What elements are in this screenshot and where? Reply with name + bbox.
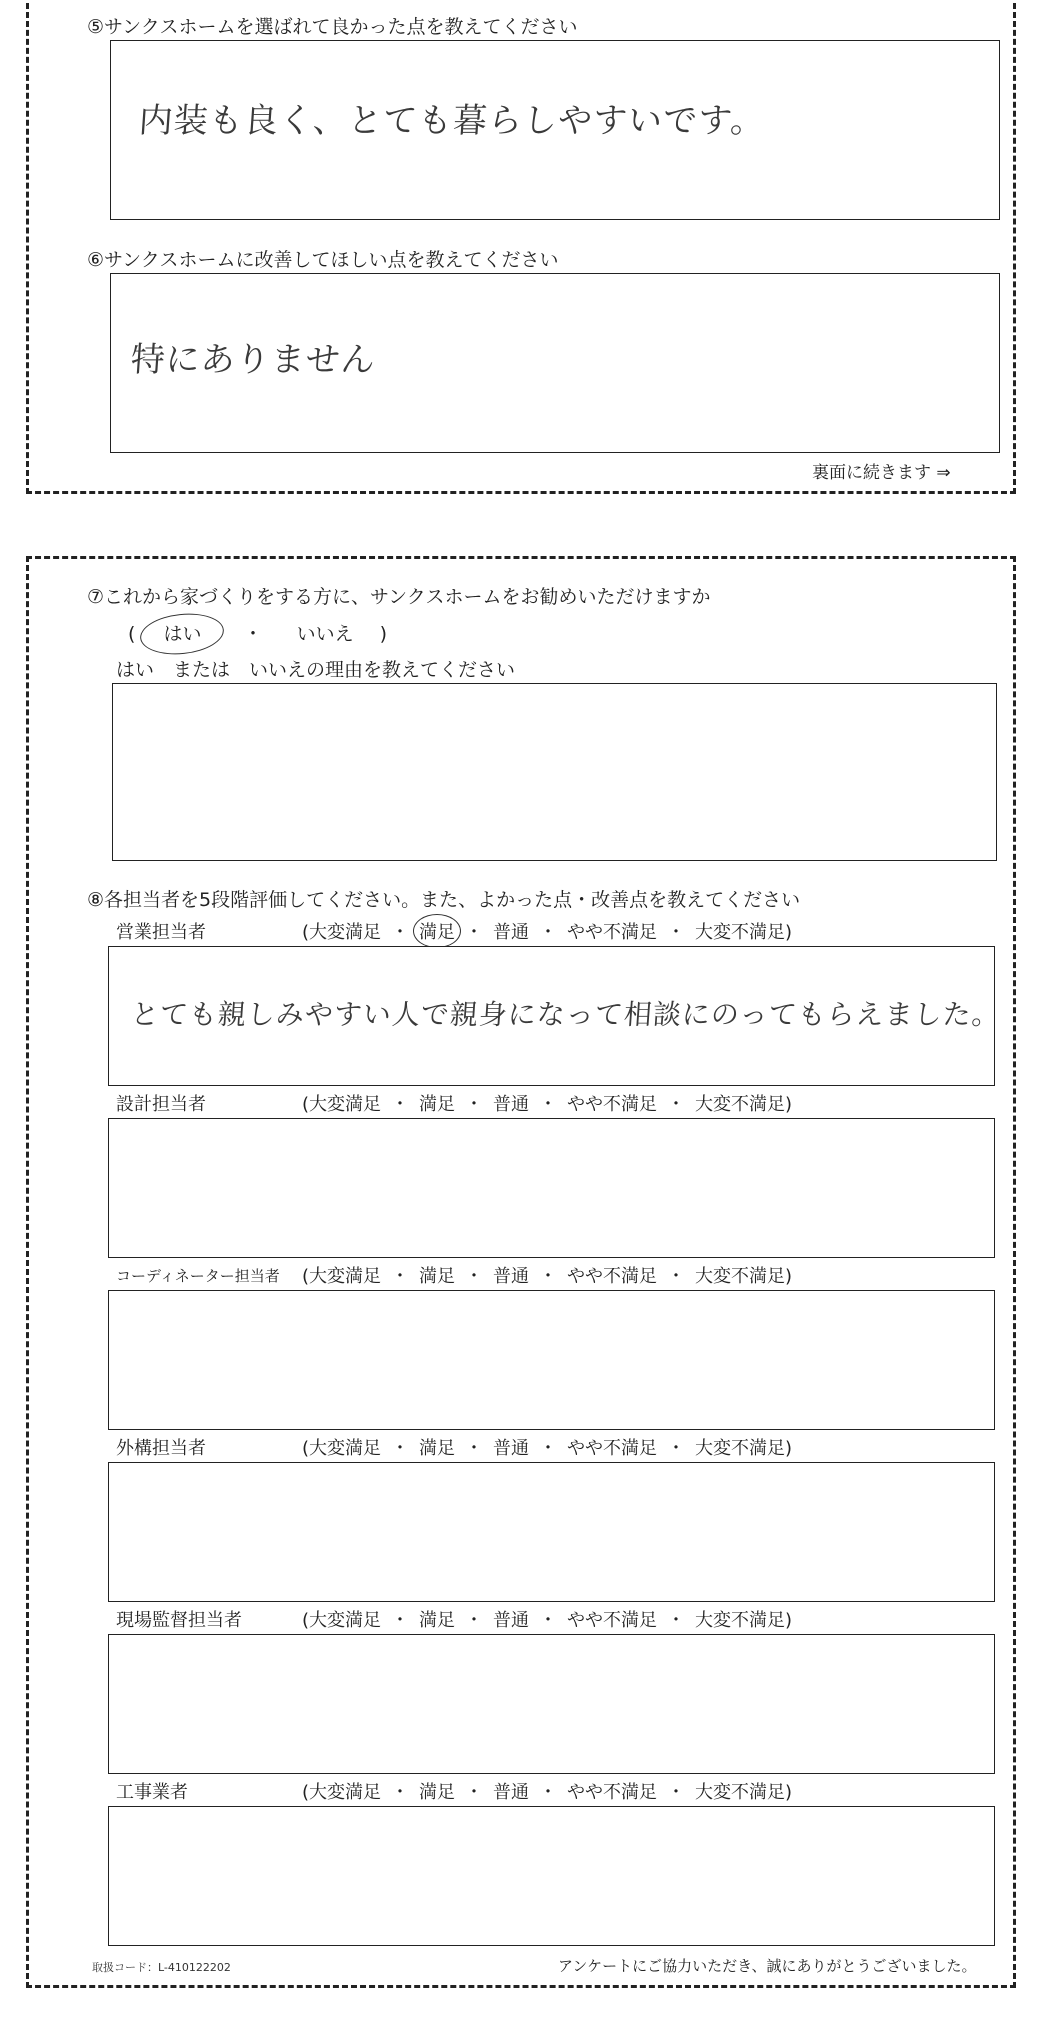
scale-separator: ・: [539, 1266, 558, 1287]
scale-separator: ・: [465, 1438, 484, 1459]
scale-separator: ・: [539, 1610, 558, 1631]
answer-text-q5: 内装も良く、とても暮らしやすいです。: [137, 101, 767, 141]
rater-comment-text: とても親しみやすい人で親身になって相談にのってもらえました。: [129, 998, 1002, 1031]
rating-option[interactable]: 大変不満足: [695, 1438, 786, 1459]
scale-separator: ・: [391, 1266, 410, 1287]
scale-separator: ・: [465, 1610, 484, 1631]
rater-label: 工事業者: [116, 1782, 188, 1803]
scale-separator: ・: [667, 1266, 686, 1287]
scale-separator: ・: [391, 1094, 410, 1115]
rating-option[interactable]: やや不満足: [567, 1782, 658, 1803]
rater-comment-box[interactable]: [108, 946, 1002, 1086]
rater-comment-box[interactable]: [108, 1462, 995, 1602]
rating-scale: [302, 1606, 792, 1632]
scale-separator: ・: [465, 922, 484, 943]
continue-note: 裏面に続きます ⇒: [812, 463, 951, 483]
scale-separator: ・: [465, 1782, 484, 1803]
rater-comment-box[interactable]: [108, 1290, 995, 1430]
answer-box-q6[interactable]: [110, 273, 1000, 453]
yes-no-choice: ( はい ・ いいえ ): [128, 623, 388, 645]
scale-paren-open: (: [302, 922, 310, 943]
answer-text-q6: 特にありません: [129, 340, 378, 380]
scale-paren-open: (: [302, 1094, 310, 1115]
rating-option[interactable]: 大変不満足: [695, 1610, 786, 1631]
question-8: ⑧各担当者を5段階評価してください。また、よかった点・改善点を教えてください: [87, 889, 801, 911]
rating-option[interactable]: 大変不満足: [695, 1266, 786, 1287]
rating-scale: [302, 1778, 792, 1804]
no-option[interactable]: いいえ: [296, 623, 354, 645]
answer-box-q7[interactable]: [112, 683, 997, 861]
scale-separator: ・: [667, 1438, 686, 1459]
rating-option[interactable]: 大変満足: [309, 1266, 382, 1287]
rater-comment-box[interactable]: [108, 1634, 995, 1774]
question-6: ⑥サンクスホームに改善してほしい点を教えてください: [87, 249, 559, 271]
rating-option[interactable]: 大変不満足: [695, 1782, 786, 1803]
rating-option[interactable]: 大変満足: [309, 922, 382, 943]
rating-option[interactable]: やや不満足: [567, 922, 658, 943]
scale-separator: ・: [539, 1782, 558, 1803]
scale-paren-close: ): [785, 922, 793, 943]
scale-separator: ・: [667, 1094, 686, 1115]
scale-paren-open: (: [302, 1438, 310, 1459]
rating-option[interactable]: やや不満足: [567, 1438, 658, 1459]
rating-scale: [302, 1090, 792, 1116]
rating-option[interactable]: 普通: [493, 1782, 530, 1803]
rater-label: 営業担当者: [116, 922, 206, 943]
handling-code: 取扱コード：L-410122202: [92, 1961, 231, 1974]
rating-scale: [302, 918, 792, 944]
rating-option[interactable]: 満足: [419, 918, 455, 944]
scale-paren-close: ): [785, 1610, 793, 1631]
scale-separator: ・: [539, 922, 558, 943]
scale-paren-close: ): [785, 1782, 793, 1803]
rater-comment-box[interactable]: [108, 1118, 995, 1258]
question-7: ⑦これから家づくりをする方に、サンクスホームをお勧めいただけますか: [87, 586, 711, 608]
scale-separator: ・: [391, 1438, 410, 1459]
rating-option[interactable]: 満足: [419, 1610, 456, 1631]
scale-separator: ・: [667, 1782, 686, 1803]
scale-paren-close: ): [785, 1094, 793, 1115]
rating-option[interactable]: 普通: [493, 922, 530, 943]
scale-paren-open: (: [302, 1782, 310, 1803]
rating-option[interactable]: 大変満足: [309, 1782, 382, 1803]
rater-comment-box[interactable]: [108, 1806, 995, 1946]
scale-separator: ・: [465, 1094, 484, 1115]
rating-option[interactable]: 普通: [493, 1610, 530, 1631]
rater-label: 現場監督担当者: [116, 1610, 242, 1631]
scale-paren-close: ): [785, 1438, 793, 1459]
scale-separator: ・: [667, 922, 686, 943]
scale-separator: ・: [391, 1782, 410, 1803]
rating-option[interactable]: 大変不満足: [695, 922, 786, 943]
rating-option[interactable]: 大変満足: [309, 1610, 382, 1631]
scale-separator: ・: [391, 922, 410, 943]
rating-scale: [302, 1434, 792, 1460]
rating-scale: [302, 1262, 792, 1288]
scale-separator: ・: [539, 1438, 558, 1459]
rating-option[interactable]: 普通: [493, 1094, 530, 1115]
scale-separator: ・: [539, 1094, 558, 1115]
rating-option[interactable]: やや不満足: [567, 1266, 658, 1287]
question-7-reason: はい または いいえの理由を教えてください: [116, 659, 516, 681]
rating-option[interactable]: 大変満足: [309, 1094, 382, 1115]
rating-option[interactable]: 普通: [493, 1438, 530, 1459]
rater-label: 設計担当者: [116, 1094, 206, 1115]
rating-option[interactable]: 大変不満足: [695, 1094, 786, 1115]
rating-option[interactable]: 満足: [419, 1782, 456, 1803]
scale-paren-open: (: [302, 1610, 310, 1631]
thanks-message: アンケートにご協力いただき、誠にありがとうございました。: [558, 1957, 977, 1975]
rating-option[interactable]: やや不満足: [567, 1610, 658, 1631]
scale-separator: ・: [465, 1266, 484, 1287]
question-5: ⑤サンクスホームを選ばれて良かった点を教えてください: [87, 16, 578, 38]
scale-separator: ・: [667, 1610, 686, 1631]
rater-label: 外構担当者: [116, 1438, 206, 1459]
scale-paren-open: (: [302, 1266, 310, 1287]
scale-separator: ・: [391, 1610, 410, 1631]
rating-option[interactable]: 大変満足: [309, 1438, 382, 1459]
scale-paren-close: ): [785, 1266, 793, 1287]
rating-option[interactable]: 普通: [493, 1266, 530, 1287]
answer-box-q5[interactable]: [110, 40, 1000, 220]
rating-option[interactable]: 満足: [419, 1094, 456, 1115]
rating-option[interactable]: 満足: [419, 1438, 456, 1459]
rating-option[interactable]: やや不満足: [567, 1094, 658, 1115]
rating-option[interactable]: 満足: [419, 1266, 456, 1287]
rater-label: コーディネーター担当者: [116, 1267, 280, 1285]
yes-option[interactable]: はい: [163, 623, 202, 645]
